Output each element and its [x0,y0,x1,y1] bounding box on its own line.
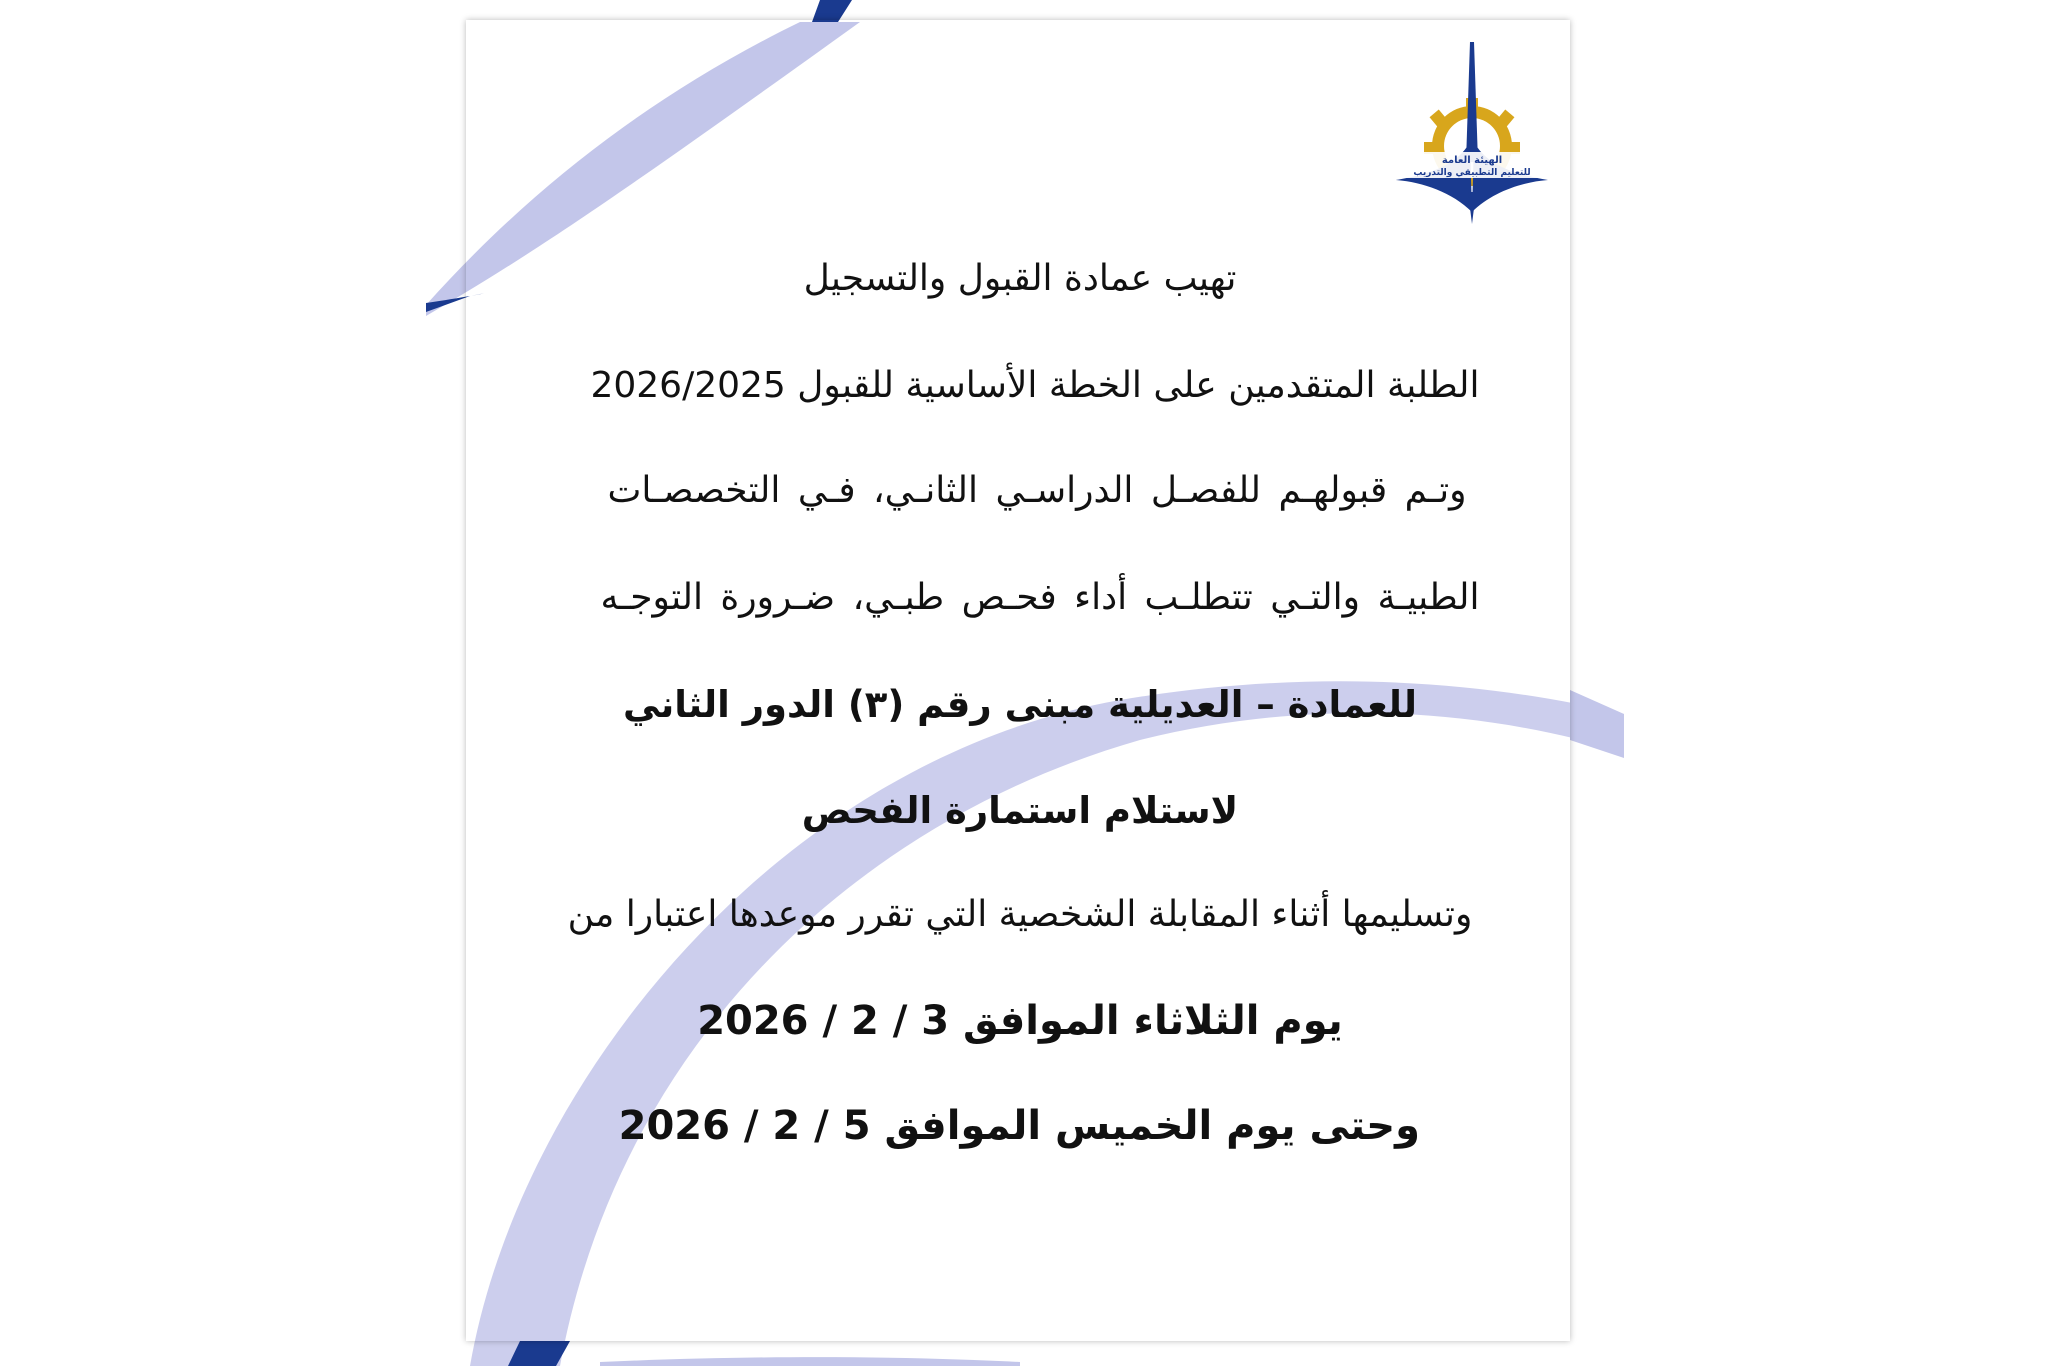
bottom-lavender-line [600,1357,1020,1366]
announcement-line-2: الطلبة المتقدمين على الخطة الأساسية للقبول 2026/2025 [590,365,1480,406]
start-date-value: 2026 / 2 / 3 [697,998,950,1044]
announcement-line-6-purpose: لاستلام استمارة الفحص [801,789,1239,832]
announcement-line-7: وتسليمها أثناء المقابلة الشخصية التي تقرر موعدها اعتبارا من [567,894,1473,935]
logo-text-line1: الهيئة العامة [1441,155,1503,166]
end-date-prefix: وحتى يوم الخميس الموافق [884,1103,1420,1149]
announcement-line-3: وتـم قبولهـم للفصـل الدراسـي الثانـي، فـي التخصصـات [607,470,1467,511]
announcement-line-4: الطبيـة والتـي تتطلـب أداء فحـص طبـي، ضـرورة التوجـه [600,577,1480,618]
top-navy-swoosh [812,0,852,22]
end-date-value: 2026 / 2 / 5 [618,1103,871,1149]
right-edge-swoosh [1570,690,1624,758]
start-date-prefix: يوم الثلاثاء الموافق [963,998,1343,1044]
paaet-emblem-icon [1392,42,1552,224]
announcement-line-1: تهيب عمادة القبول والتسجيل [803,258,1237,299]
announcement-line-5-location: للعمادة – العديلية مبنى رقم (٣) الدور الثاني [622,683,1418,726]
logo-text-line2: للتعليم التطبيقي والتدريب [1413,168,1531,178]
end-date-line [620,1103,1420,1149]
start-date-line [620,998,1420,1044]
